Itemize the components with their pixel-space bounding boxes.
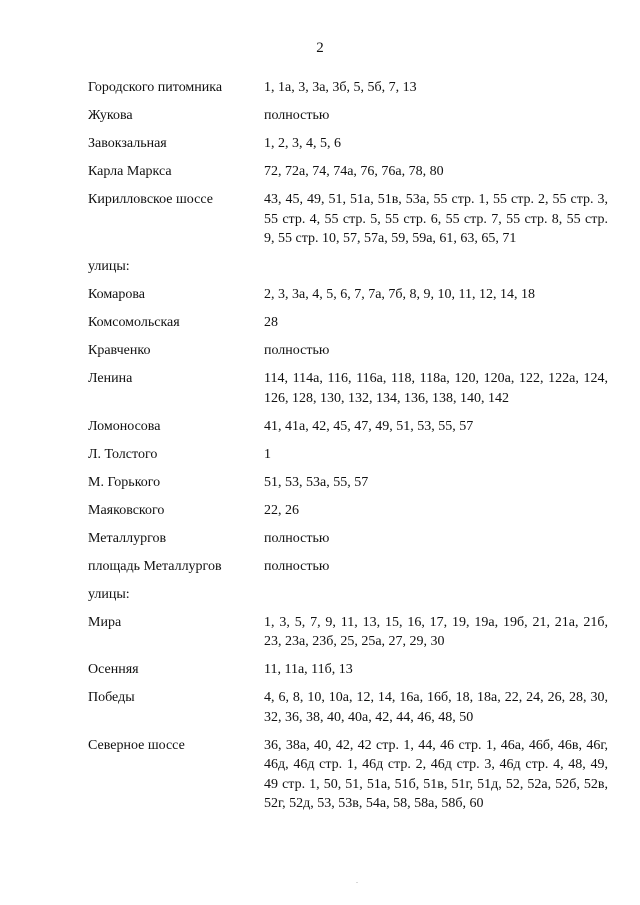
house-numbers: полностью bbox=[264, 108, 330, 123]
list-item bbox=[88, 529, 608, 549]
house-numbers: 1, 2, 3, 4, 5, 6 bbox=[264, 136, 341, 151]
list-item bbox=[88, 688, 608, 727]
house-numbers: 11, 11а, 11б, 13 bbox=[264, 662, 353, 677]
street-name: Л. Толстого bbox=[88, 446, 158, 462]
section-label: улицы: bbox=[88, 586, 130, 602]
house-numbers: 1, 1а, 3, 3а, 3б, 5, 5б, 7, 13 bbox=[264, 80, 417, 95]
street-name: Металлургов bbox=[88, 530, 167, 546]
street-name: площадь Металлургов bbox=[88, 558, 222, 574]
house-numbers: 43, 45, 49, 51, 51а, 51в, 53а, 55 стр. 1, 55 стр. 2, 55 стр. 3, 55 стр. 4, 55 стр. 5, 55 стр. 6, 55 стр. 7, 55 стр. 8, 55 стр. 9, 55 стр. 10, 57, 57а, 59, 59а, 61, 63, 65, 71 bbox=[264, 192, 608, 246]
list-item bbox=[88, 313, 608, 333]
house-numbers: полностью bbox=[264, 530, 330, 546]
street-name: Кирилловское шоссе bbox=[88, 192, 213, 207]
list-item bbox=[88, 557, 608, 577]
house-numbers: 72, 72а, 74, 74а, 76, 76а, 78, 80 bbox=[264, 164, 444, 179]
street-name: Кравченко bbox=[88, 343, 151, 358]
list-item bbox=[88, 369, 608, 408]
house-numbers: 114, 114а, 116, 116а, 118, 118а, 120, 120а, 122, 122а, 124, 126, 128, 130, 132, 134, 136, 138, 140, 142 bbox=[264, 371, 608, 406]
house-numbers: полностью bbox=[264, 343, 330, 358]
list-item bbox=[88, 501, 608, 521]
house-numbers: 4, 6, 8, 10, 10а, 12, 14, 16а, 16б, 18, 18а, 22, 24, 26, 28, 30, 32, 36, 38, 40, 40а, 42, 44, 46, 48, 50 bbox=[264, 690, 608, 725]
house-numbers: 41, 41а, 42, 45, 47, 49, 51, 53, 55, 57 bbox=[264, 418, 474, 434]
list-item bbox=[88, 445, 608, 465]
house-numbers: 1 bbox=[264, 446, 271, 462]
house-numbers: 36, 38а, 40, 42, 42 стр. 1, 44, 46 стр. 1, 46а, 46б, 46в, 46г, 46д, 46д стр. 1, 46д стр. 2, 46д стр. 3, 46д стр. 4, 48, 49, 49 стр. 1, 50, 51, 51а, 51б, 51в, 51г, 51д, 52, 52а, 52б, 52в, 52г, 52д, 53, 53в, 54а, 58, 58а, 58б, 60 bbox=[264, 737, 608, 811]
list-item bbox=[88, 417, 608, 437]
house-numbers: 51, 53, 53а, 55, 57 bbox=[264, 474, 369, 490]
list-item bbox=[88, 613, 608, 652]
street-name: Завокзальная bbox=[88, 136, 167, 151]
street-name: Победы bbox=[88, 690, 135, 705]
street-name: Комарова bbox=[88, 287, 145, 302]
list-item bbox=[88, 736, 608, 814]
list-item bbox=[88, 134, 608, 154]
street-name: Маяковского bbox=[88, 502, 165, 518]
list-item bbox=[88, 473, 608, 493]
footer-mark: . bbox=[356, 876, 358, 885]
street-name: Городского питомника bbox=[88, 80, 223, 95]
list-item bbox=[88, 162, 608, 182]
street-name: Жукова bbox=[88, 108, 133, 123]
street-name: Осенняя bbox=[88, 662, 139, 677]
address-list bbox=[88, 78, 608, 822]
street-name: Мира bbox=[88, 614, 122, 630]
list-item bbox=[88, 190, 608, 249]
street-name: Ломоносова bbox=[88, 418, 161, 434]
street-name: М. Горького bbox=[88, 474, 161, 490]
street-name: Ленина bbox=[88, 371, 133, 386]
street-name: Карла Маркса bbox=[88, 164, 172, 179]
list-item bbox=[88, 285, 608, 305]
list-item bbox=[88, 660, 608, 680]
page-number: 2 bbox=[316, 40, 324, 56]
house-numbers: 2, 3, 3а, 4, 5, 6, 7, 7а, 7б, 8, 9, 10, 11, 12, 14, 18 bbox=[264, 287, 536, 302]
list-item bbox=[88, 341, 608, 361]
house-numbers: полностью bbox=[264, 558, 330, 574]
house-numbers: 28 bbox=[264, 315, 278, 330]
list-item bbox=[88, 106, 608, 126]
list-item bbox=[88, 78, 608, 98]
house-numbers: 1, 3, 5, 7, 9, 11, 13, 15, 16, 17, 19, 19а, 19б, 21, 21а, 21б, 23, 23а, 23б, 25, 25а, 27, 29, 30 bbox=[264, 614, 608, 649]
section-label: улицы: bbox=[88, 259, 130, 274]
street-name: Комсомольская bbox=[88, 315, 180, 330]
street-name: Северное шоссе bbox=[88, 737, 185, 753]
house-numbers: 22, 26 bbox=[264, 502, 299, 518]
